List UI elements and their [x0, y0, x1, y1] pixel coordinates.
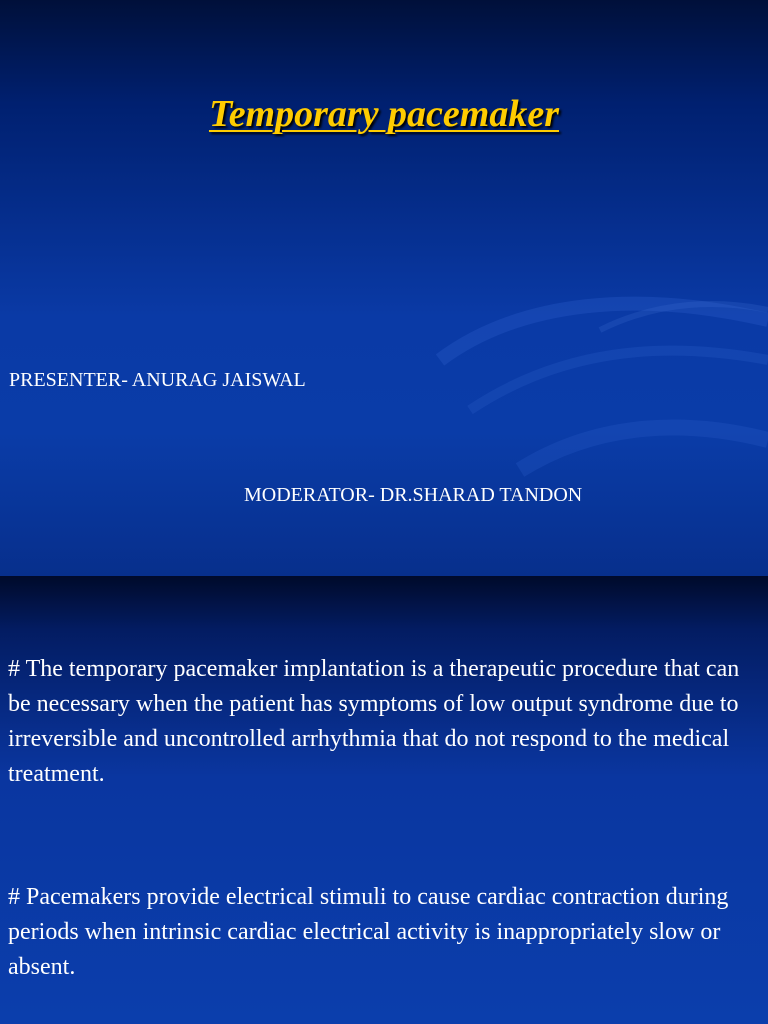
- slide-title: Temporary pacemaker: [208, 93, 560, 135]
- presenter-line: PRESENTER- ANURAG JAISWAL: [9, 369, 306, 391]
- paragraph-pacemaker-stimuli: # Pacemakers provide electrical stimuli to cause cardiac contraction during periods when intrinsic cardiac electrical activity is inappropriately slow or absent.: [8, 884, 729, 980]
- moderator-line: MODERATOR- DR.SHARAD TANDON: [244, 484, 583, 506]
- paragraph-temporary-pacemaker: # The temporary pacemaker implantation is a therapeutic procedure that can be necessary when the patient has symptoms of low output syndrome due to irreversible and uncontrolled arrhythmia that do not respond to the medical treatment.: [8, 656, 740, 787]
